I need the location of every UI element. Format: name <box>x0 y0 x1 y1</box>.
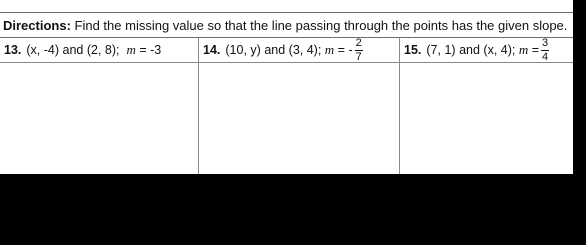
problem-number: 13. <box>4 43 22 57</box>
equals-sign: = <box>337 43 345 57</box>
and-word: and <box>459 43 480 57</box>
problem-15-cell <box>400 38 573 174</box>
and-word: and <box>62 43 84 57</box>
and-word: and <box>264 43 286 57</box>
problem-number: 15. <box>404 43 422 57</box>
problem-13-cell <box>0 38 199 174</box>
problems-grid <box>0 38 573 174</box>
point-2: (x, 4); <box>483 43 516 57</box>
equals-sign: = <box>531 43 540 57</box>
problem-14-header <box>199 38 399 63</box>
directions-bar <box>0 12 573 38</box>
fraction-denominator: 4 <box>542 50 549 63</box>
point-2: (3, 4); <box>288 43 322 57</box>
slope-fraction <box>541 38 549 63</box>
slope-variable: m <box>126 42 136 57</box>
fraction-numerator: 2 <box>355 36 362 49</box>
point-1: (x, -4) <box>26 43 60 57</box>
slope-fraction <box>355 38 363 63</box>
slope-variable: m <box>324 42 335 57</box>
point-1: (10, y) <box>225 43 261 57</box>
problem-15-header <box>400 38 573 63</box>
slope-sign: - <box>348 43 353 57</box>
slope-value: -3 <box>150 43 162 57</box>
directions-text: Find the missing value so that the line passing through the points has the given slope. <box>74 18 568 33</box>
fraction-numerator: 3 <box>542 36 549 49</box>
problem-number: 14. <box>203 43 221 57</box>
black-band <box>0 174 586 245</box>
point-1: (7, 1) <box>426 43 456 57</box>
equals-sign: = <box>139 43 147 57</box>
slope-variable: m <box>518 42 529 57</box>
problem-14-cell <box>199 38 400 174</box>
directions-label: Directions: <box>3 18 71 33</box>
fraction-denominator: 7 <box>355 50 362 63</box>
point-2: (2, 8); <box>86 43 120 57</box>
problem-13-header <box>0 38 198 63</box>
